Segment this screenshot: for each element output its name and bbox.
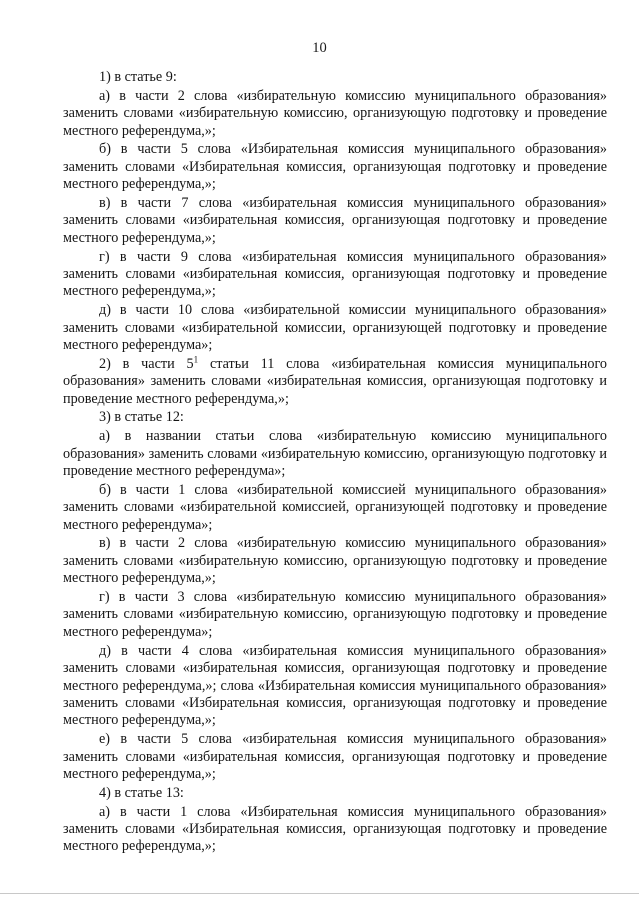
article-11-text-after: статьи 11 слова «избирательная комиссия муниципального образования» заменить словами «избирательная комиссия, организующая подготовку и проведение местного референдума,»; [63,355,608,407]
list-item-article-12-e: е) в части 5 слова «избирательная комиссия муниципального образования» заменить словами «избирательная комиссия, организующая подготовку и проведение местного референдума,»; [63,731,607,782]
list-item-article-12-v: в) в части 2 слова «избирательную комиссию муниципального образования» заменить словами «избирательную комиссию, организующую подготовку и проведение местного референдума,»; [63,535,607,587]
list-item-article-9-a: а) в части 2 слова «избирательную комиссию муниципального образования» заменить словами «избирательную комиссию, организующую подготовку и проведение местного референдума,»; [63,87,607,139]
list-item-article-12-g: г) в части 3 слова «избирательную комиссию муниципального образования» заменить словами «избирательную комиссию, организующую подготовку и проведение местного референдума»; [63,589,607,640]
list-item-article-11 [63,356,607,408]
list-item-article-12-a: а) в названии статьи слова «избирательную комиссию муниципального образования» заменить словами «избирательную комиссию, организующую подготовку и проведение местного референдума»; [63,428,607,480]
document-body [63,69,607,857]
list-item-article-12: 3) в статье 12: [99,409,184,426]
list-item-article-12-b: б) в части 1 слова «избирательной комиссией муниципального образования» заменить словами «избирательной комиссией, организующей подготовку и проведение местного референдума»; [63,481,607,533]
list-item-article-9-v: в) в части 7 слова «избирательная комиссия муниципального образования» заменить словами «избирательная комиссия, организующая подготовку и проведение местного референдума,»; [63,195,607,246]
list-item-article-9: 1) в статье 9: [99,69,177,85]
superscript-number: 1 [193,354,199,365]
list-item-article-9-g: г) в части 9 слова «избирательная комиссия муниципального образования» заменить словами «избирательная комиссия, организующая подготовку и проведение местного референдума,»; [63,248,607,300]
list-item-article-9-d: д) в части 10 слова «избирательной комиссии муниципального образования» заменить словами «избирательной комиссии, организующей подготовку и проведение местного референдума»; [63,302,607,354]
article-11-text-before: 2) в части 5 [99,355,194,372]
page-number: 10 [312,40,327,56]
page-bottom-divider [0,893,639,894]
list-item-article-12-d: д) в части 4 слова «избирательная комиссия муниципального образования» заменить словами «избирательная комиссия, организующая подготовку и проведение местного референдума,»; слова «Избирательная комиссия муниципального образования» заменить словами «Избирательная комиссия, организующая подготовку и проведение местного референдума,»; [63,642,607,729]
list-item-article-9-b: б) в части 5 слова «Избирательная комиссия муниципального образования» заменить словами «Избирательная комиссия, организующая подготовку и проведение местного референдума,»; [63,141,607,193]
list-item-article-13-a: а) в части 1 слова «Избирательная комиссия муниципального образования» заменить словами «Избирательная комиссия, организующая подготовку и проведение местного референдума,»; [63,803,607,855]
list-item-article-13: 4) в статье 13: [99,784,184,801]
